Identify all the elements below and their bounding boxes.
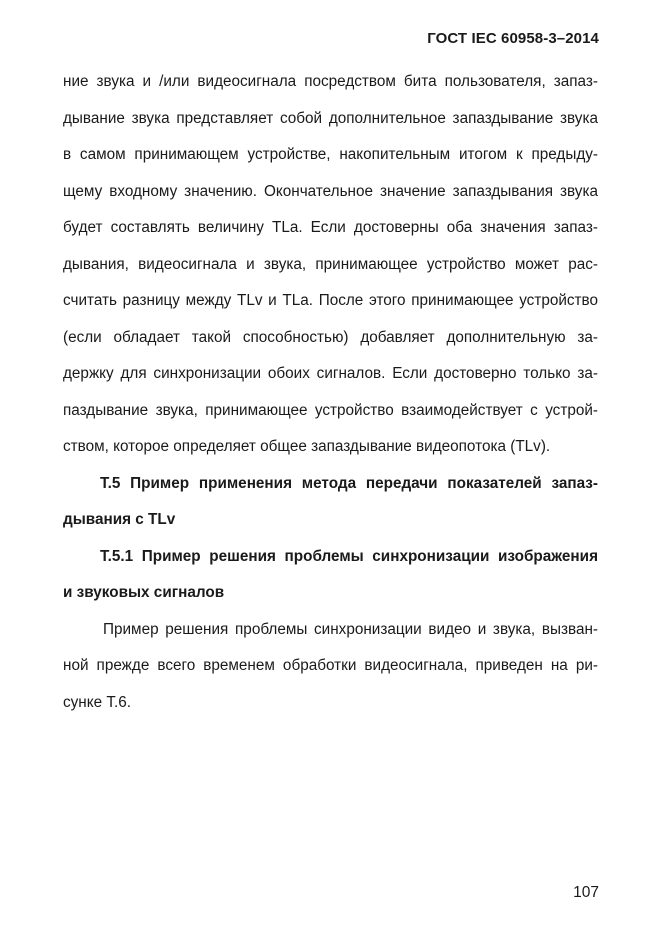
text-line: ние звука и /или видеосигнала посредством бита пользователя, запаз-	[63, 73, 598, 90]
page-content	[63, 64, 598, 721]
text-line: паздывание звука, принимающее устройство взаимодействует с устрой-	[63, 401, 598, 419]
text-line: дывания, видеосигнала и звука, принимающее устройство может рас-	[63, 255, 598, 273]
text-line: сунке Т.6.	[63, 693, 132, 711]
paragraph-continuation	[63, 64, 598, 466]
text-line: дывание звука представляет собой дополнительное запаздывание звука	[63, 109, 598, 127]
text-line: ством, которое определяет общее запаздывание видеопотока (TLv).	[63, 438, 551, 455]
text-line: ной прежде всего временем обработки видеосигнала, приведен на ри-	[63, 657, 598, 674]
heading-line: Т.5 Пример применения метода передачи показателей запаз-	[100, 474, 598, 492]
text-line: (если обладает такой способностью) добавляет дополнительную за-	[63, 328, 598, 346]
paragraph-example	[63, 612, 598, 722]
text-line: щему входному значению. Окончательное значение запаздывания звука	[63, 182, 598, 200]
text-line: будет составлять величину TLa. Если достоверны оба значения запаз-	[63, 219, 598, 236]
section-heading-t5-1	[63, 539, 598, 612]
heading-line: и звуковых сигналов	[63, 584, 225, 601]
text-line: считать разницу между TLv и TLa. После этого принимающее устройство	[63, 292, 598, 309]
page-header-standard: ГОСТ IEC 60958-3–2014	[427, 30, 599, 47]
heading-line: дывания с TLv	[63, 511, 176, 528]
text-line: в самом принимающем устройстве, накопительным итогом к предыду-	[63, 146, 598, 163]
page-number: 107	[573, 884, 599, 901]
text-line: держку для синхронизации обоих сигналов. Если достоверно только за-	[63, 365, 598, 382]
text-line: Пример решения проблемы синхронизации видео и звука, вызван-	[103, 620, 598, 638]
section-heading-t5	[63, 466, 598, 539]
heading-line: Т.5.1 Пример решения проблемы синхронизации изображения	[100, 547, 598, 565]
